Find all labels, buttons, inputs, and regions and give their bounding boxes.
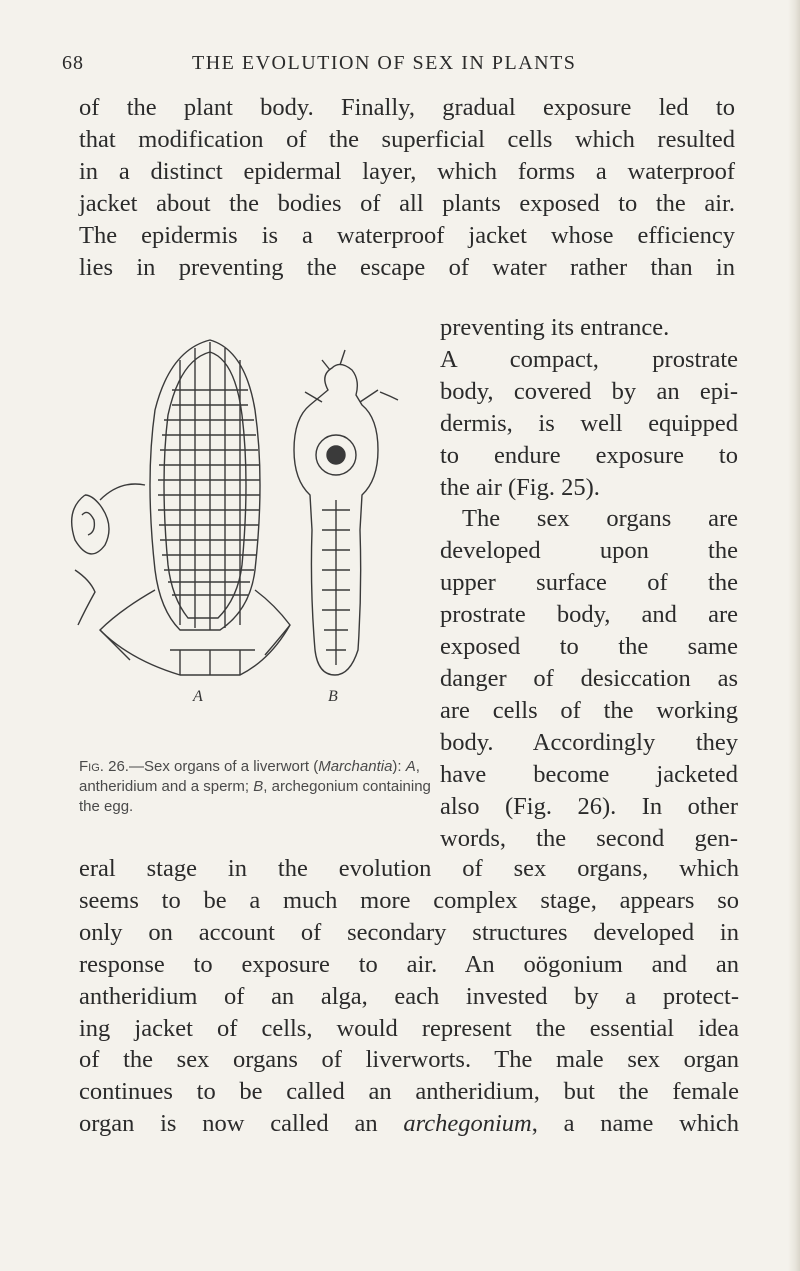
text-line: upper surface of the: [440, 569, 738, 597]
text-line: prostrate body, and are: [440, 601, 738, 629]
text-line: The epidermis is a waterproof jacket whose efficiency: [79, 221, 735, 249]
text-segment: , a name which: [531, 1110, 739, 1138]
text-line: response to exposure to air. An oögonium and an: [79, 950, 739, 978]
text-line: of the plant body. Finally, gradual exposure led to: [79, 94, 735, 121]
figure-caption: [79, 757, 439, 817]
text-line: seems to be a much more complex stage, appears so: [79, 886, 739, 914]
text-line: jacket about the bodies of all plants exposed to the air.: [79, 189, 735, 217]
text-line: continues to be called an antheridium, but the female: [79, 1078, 739, 1106]
text-line: dermis, is well equipped: [440, 409, 738, 437]
caption-label-b: B: [253, 778, 264, 795]
text-line: the air (Fig. 25).: [440, 473, 600, 501]
text-line: are cells of the working: [440, 696, 738, 724]
text-segment: organ is now called an: [79, 1110, 378, 1138]
page-number: 68: [62, 52, 84, 74]
text-line: of the sex organs of liverworts. The male sex organ: [79, 1046, 739, 1074]
text-line: exposed to the same: [440, 633, 738, 661]
caption-text: ):: [392, 758, 406, 775]
paragraph-epidermis: [79, 92, 735, 283]
text-line: have become jacketed: [440, 760, 738, 788]
figure-label-b: B: [328, 688, 338, 705]
text-line-final: [79, 1108, 739, 1140]
text-line: A compact, prostrate: [440, 345, 738, 373]
text-line: body. Accordingly they: [440, 728, 738, 756]
right-column-text: [440, 312, 738, 854]
term-archegonium: archegonium: [403, 1110, 532, 1138]
text-line: preventing its entrance.: [440, 314, 670, 341]
running-title: THE EVOLUTION OF SEX IN PLANTS: [192, 52, 577, 74]
caption-text: —Sex organs of a liverwort (: [128, 758, 319, 775]
text-line: eral stage in the evolution of sex organs, which: [79, 855, 739, 882]
text-line: body, covered by an epi-: [440, 377, 738, 405]
text-line: also (Fig. 26). In other: [440, 792, 738, 820]
text-line: antheridium of an alga, each invested by a protect-: [79, 982, 739, 1010]
caption-text: , archegonium containing the egg.: [79, 778, 431, 815]
caption-text: , antheridium and a sperm;: [79, 758, 420, 795]
text-line: danger of desiccation as: [440, 664, 738, 692]
figure-26-illustration: [60, 330, 430, 710]
text-line: to endure exposure to: [440, 441, 738, 469]
caption-genus: Marchantia: [318, 758, 393, 775]
text-line: words, the second gen-: [440, 824, 738, 852]
text-line: lies in preventing the escape of water rather than in: [79, 253, 735, 281]
caption-label-a: A: [405, 758, 416, 775]
text-line: in a distinct epidermal layer, which forms a waterproof: [79, 157, 735, 185]
text-line: only on account of secondary structures developed in: [79, 918, 739, 946]
text-line: ing jacket of cells, would represent the essential idea: [79, 1014, 739, 1042]
caption-figure-number: Fig. 26.: [79, 758, 129, 775]
text-line: developed upon the: [440, 537, 738, 565]
liverwort-sex-organs-drawing: [60, 330, 430, 710]
text-line: The sex organs are: [462, 505, 738, 533]
paragraph-sex-organs: [79, 853, 739, 1140]
running-head: [62, 52, 742, 82]
page-edge: [788, 0, 800, 1271]
text-line: that modification of the superficial cells which resulted: [79, 125, 735, 153]
figure-label-a: A: [193, 688, 203, 705]
